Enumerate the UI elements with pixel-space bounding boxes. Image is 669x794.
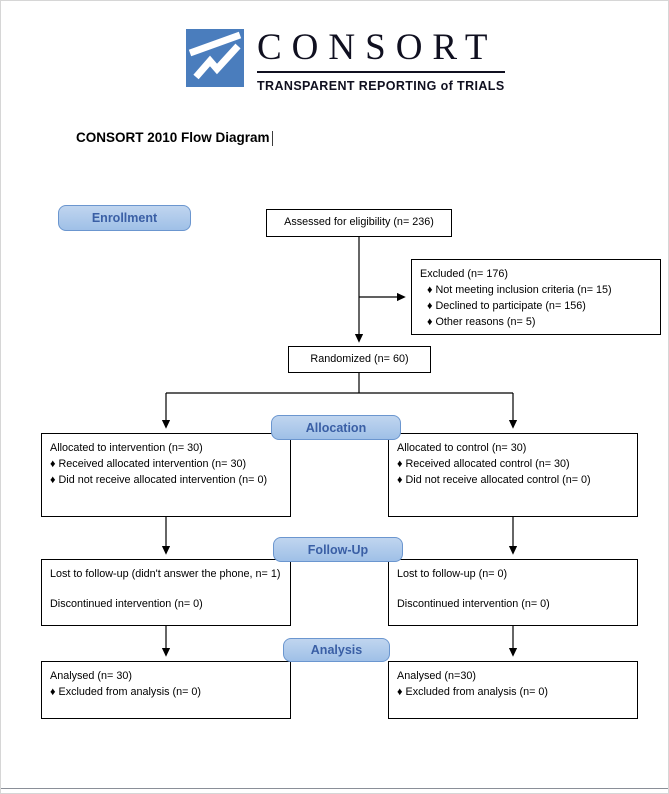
allocation-control-item: ♦ Did not receive allocated control (n= 0) (397, 473, 591, 486)
analysis-control-item: ♦ Excluded from analysis (n= 0) (397, 685, 549, 698)
assessed-box (266, 209, 452, 237)
page-bottom-edge (1, 788, 668, 789)
randomized-text: Randomized (n= 60) (310, 352, 409, 365)
randomized-box (288, 346, 431, 373)
analysis-control-box (388, 661, 638, 719)
stage-label-analysis: Analysis (283, 638, 390, 662)
followup-control-box (388, 559, 638, 626)
followup-intervention-box (41, 559, 291, 626)
assessed-text: Assessed for eligibility (n= 236) (284, 216, 434, 229)
title-row (76, 129, 273, 147)
followup-control-line2: Discontinued intervention (n= 0) (397, 597, 550, 610)
analysis-control-title: Analysed (n=30) (397, 670, 476, 682)
followup-control-line1: Lost to follow-up (n= 0) (397, 568, 508, 580)
stage-label-allocation: Allocation (271, 415, 401, 440)
followup-intervention-line2: Discontinued intervention (n= 0) (50, 597, 203, 610)
allocation-control-box (388, 433, 638, 517)
stage-label-followup: Follow-Up (273, 537, 403, 562)
analysis-intervention-title: Analysed (n= 30) (50, 670, 132, 682)
excluded-item: ♦ Declined to participate (n= 156) (427, 299, 586, 312)
consort-logo (186, 29, 505, 93)
stage-label-enrollment: Enrollment (58, 205, 191, 231)
logo-text-block (257, 29, 505, 93)
allocation-intervention-item: ♦ Did not receive allocated intervention (n= 0) (50, 473, 268, 486)
document-title[interactable]: CONSORT 2010 Flow Diagram (76, 130, 270, 145)
excluded-title: Excluded (n= 176) (420, 268, 508, 280)
excluded-box (411, 259, 661, 335)
followup-intervention-line1: Lost to follow-up (didn't answer the phone, n= 1) (50, 568, 281, 580)
allocation-control-item: ♦ Received allocated control (n= 30) (397, 457, 570, 470)
allocation-control-title: Allocated to control (n= 30) (397, 442, 527, 454)
excluded-item: ♦ Not meeting inclusion criteria (n= 15) (427, 283, 612, 296)
analysis-intervention-item: ♦ Excluded from analysis (n= 0) (50, 685, 202, 698)
logo-brand-text: CONSORT (257, 29, 505, 73)
logo-tagline: TRANSPARENT REPORTING of TRIALS (257, 79, 505, 93)
allocation-intervention-box (41, 433, 291, 517)
consort-logo-icon (186, 29, 244, 87)
allocation-intervention-item: ♦ Received allocated intervention (n= 30) (50, 457, 247, 470)
allocation-intervention-title: Allocated to intervention (n= 30) (50, 442, 203, 454)
text-cursor (272, 131, 273, 146)
excluded-item: ♦ Other reasons (n= 5) (427, 315, 536, 328)
analysis-intervention-box (41, 661, 291, 719)
